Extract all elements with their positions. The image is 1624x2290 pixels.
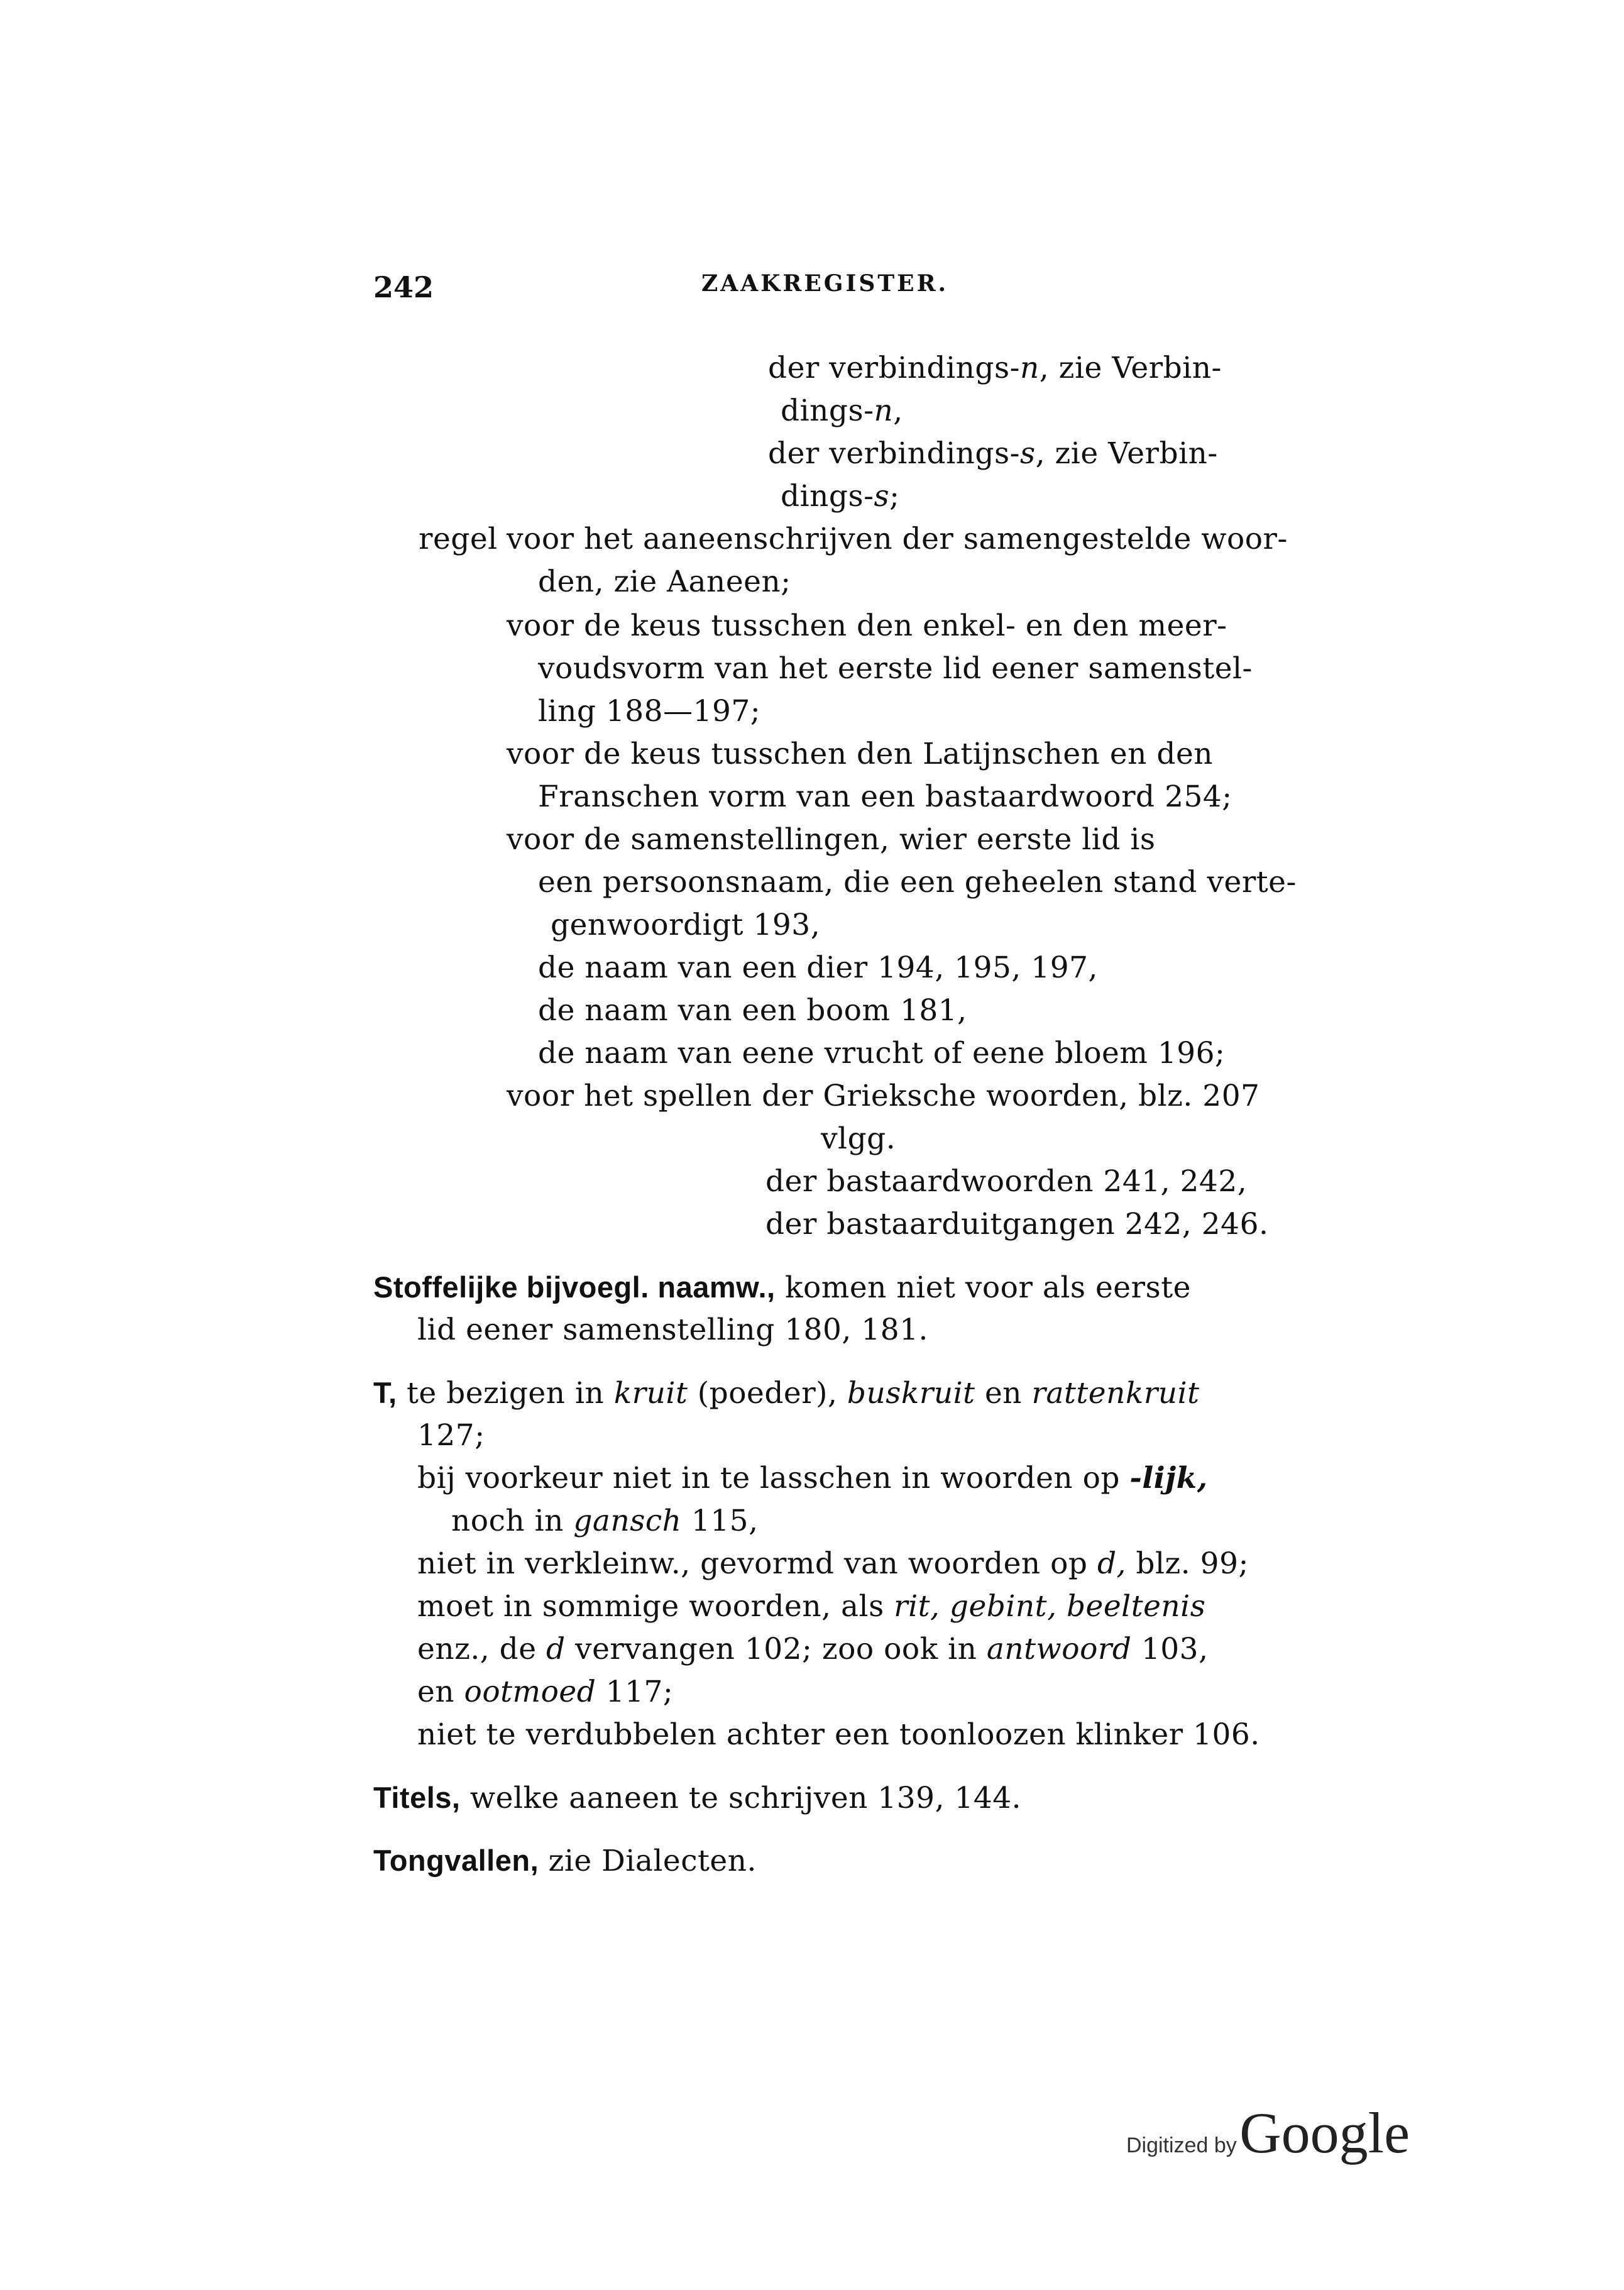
index-entry-t: T, te bezigen in kruit (poeder), buskruit en rattenkruit <box>373 1376 1200 1411</box>
page-number: 242 <box>373 270 434 304</box>
index-line: voor de keus tusschen den enkel- en den meer- <box>507 608 1227 643</box>
index-line: een persoonsnaam, die een geheelen stand verte- <box>538 865 1297 900</box>
running-head: ZAAKREGISTER. <box>701 270 949 297</box>
index-line: lid eener samenstelling 180, 181. <box>417 1313 928 1347</box>
index-line: de naam van een boom 181, <box>538 993 967 1028</box>
index-line: der bastaarduitgangen 242, 246. <box>765 1207 1269 1241</box>
index-line: ling 188—197; <box>538 694 761 729</box>
index-entry-titels: Titels, welke aaneen te schrijven 139, 144. <box>373 1781 1022 1815</box>
index-line: dings-s; <box>781 479 900 514</box>
index-entry-stoffelijke: Stoffelijke bijvoegl. naamw., komen niet voor als eerste <box>373 1270 1191 1305</box>
index-line: de naam van een dier 194, 195, 197, <box>538 950 1098 985</box>
index-line: voor het spellen der Grieksche woorden, blz. 207 <box>507 1079 1260 1113</box>
index-line: Franschen vorm van een bastaardwoord 254; <box>538 779 1232 814</box>
index-line: genwoordigt 193, <box>551 908 821 942</box>
index-line: niet in verkleinw., gevormd van woorden op d, blz. 99; <box>417 1546 1249 1581</box>
index-line: dings-n, <box>781 394 903 428</box>
index-line: den, zie Aaneen; <box>538 564 791 599</box>
index-line: 127; <box>417 1418 485 1453</box>
watermark-prefix: Digitized by <box>1126 2133 1237 2157</box>
index-line: voor de keus tusschen den Latijnschen en den <box>507 737 1214 771</box>
watermark-brand: Google <box>1239 2101 1410 2165</box>
index-line: noch in gansch 115, <box>451 1504 759 1538</box>
index-entry-tongvallen: Tongvallen, zie Dialecten. <box>373 1844 757 1878</box>
index-line: voor het aaneenschrijven der samengestelde woor- <box>507 522 1288 556</box>
index-line: niet te verdubbelen achter een toonloozen klinker 106. <box>417 1717 1260 1752</box>
index-line: bij voorkeur niet in te lasschen in woorden op -lijk, <box>417 1461 1208 1495</box>
index-line: der verbindings-n, zie Verbin- <box>768 351 1222 385</box>
google-watermark <box>1126 2100 1410 2166</box>
index-line: en ootmoed 117; <box>417 1675 674 1709</box>
index-line: der verbindings-s, zie Verbin- <box>768 436 1218 471</box>
index-line: enz., de d vervangen 102; zoo ook in antwoord 103, <box>417 1632 1209 1666</box>
index-line: der bastaardwoorden 241, 242, <box>765 1164 1248 1199</box>
index-line: voor de samenstellingen, wier eerste lid is <box>507 822 1156 857</box>
index-line: moet in sommige woorden, als rit, gebint, beeltenis <box>417 1589 1206 1624</box>
index-line: voudsvorm van het eerste lid eener samenstel- <box>538 651 1253 686</box>
index-line: vlgg. <box>821 1121 896 1156</box>
index-term-regel: regel <box>419 522 498 556</box>
index-line: de naam van eene vrucht of eene bloem 196; <box>538 1036 1226 1071</box>
